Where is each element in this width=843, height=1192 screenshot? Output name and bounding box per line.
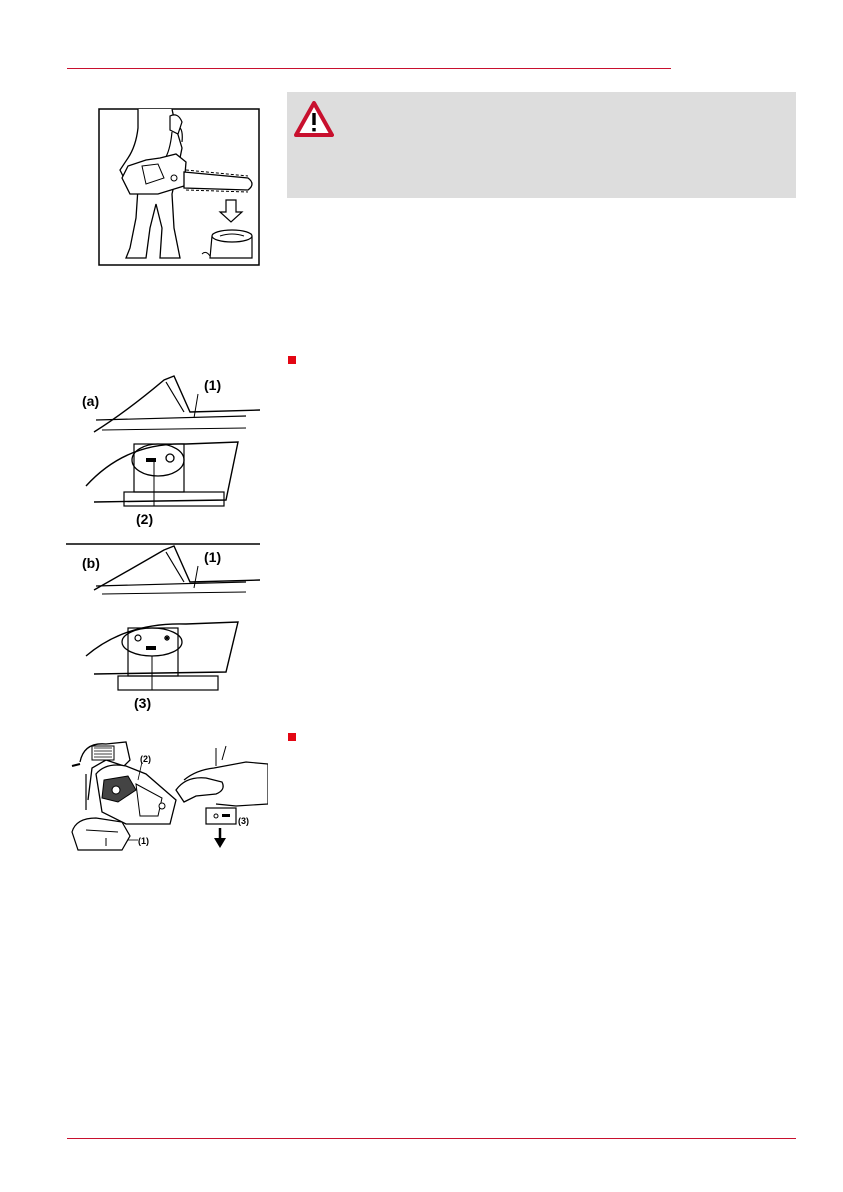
list-bullet-1: [288, 356, 296, 364]
callout-3-c: (3): [238, 816, 249, 826]
callout-2-a: (2): [136, 511, 154, 527]
chain-oil-adjuster-figure: [66, 372, 260, 712]
chainsaw-operator-illustration: [98, 108, 260, 266]
list-bullet-2: [288, 733, 296, 741]
callout-1-a: (1): [204, 377, 222, 393]
footer-rule: [67, 1138, 796, 1139]
callout-3-b: (3): [134, 695, 152, 711]
cover-removal-figure: [66, 740, 268, 854]
warning-box: [287, 92, 796, 198]
header-rule: [67, 68, 671, 69]
panel-a-label: (a): [82, 393, 100, 409]
warning-triangle-icon: [294, 101, 334, 137]
panel-b-label: (b): [82, 555, 100, 571]
callout-2-c: (2): [140, 754, 151, 764]
callout-1-b: (1): [204, 549, 222, 565]
callout-1-c: (1): [138, 836, 149, 846]
